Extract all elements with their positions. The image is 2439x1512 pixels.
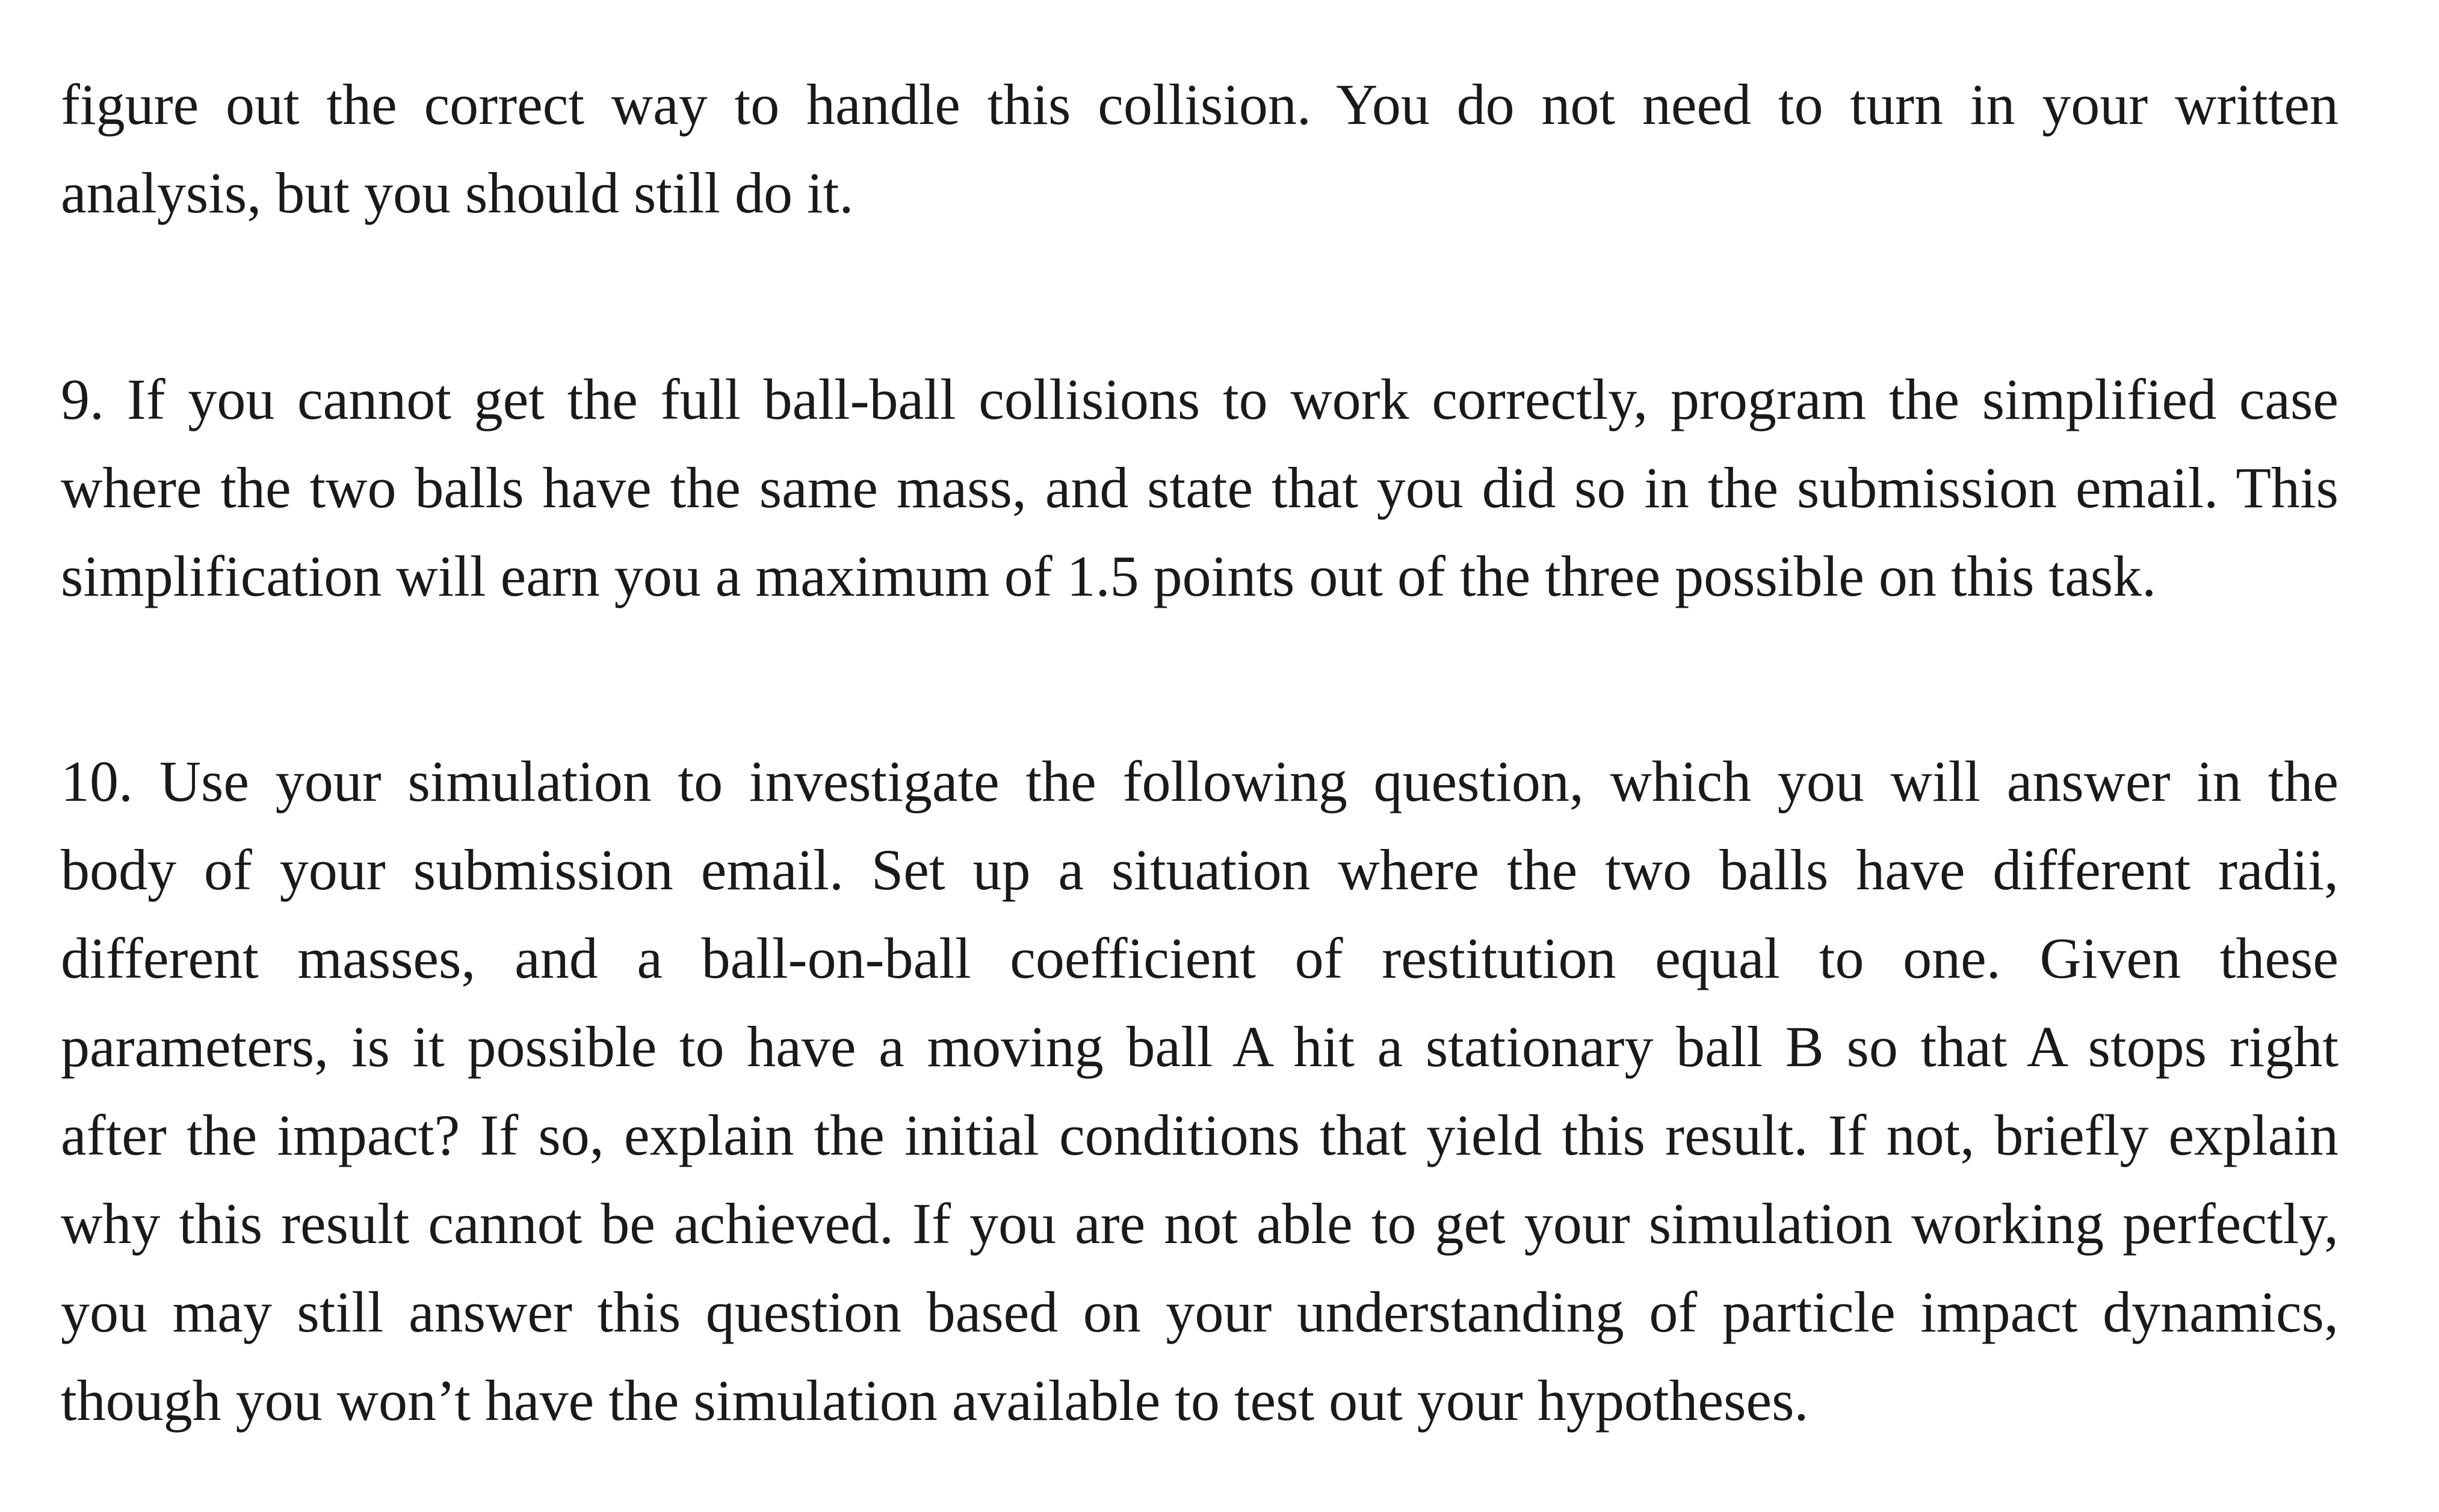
text-line: after the impact? If so, explain the initial conditions that yield this result. If not, briefly explain <box>61 1103 2339 1167</box>
paragraph-item-9 <box>61 355 2339 620</box>
text-line: why this result cannot be achieved. If you are not able to get your simulation working perfectly, <box>61 1191 2339 1256</box>
text-line: analysis, but you should still do it. <box>61 161 854 225</box>
text-line: different masses, and a ball-on-ball coefficient of restitution equal to one. Given these <box>61 926 2339 990</box>
text-line: where the two balls have the same mass, and state that you did so in the submission email. This <box>61 455 2339 520</box>
text-line: figure out the correct way to handle this collision. You do not need to turn in your written <box>61 72 2339 137</box>
paragraph-continuation <box>61 60 2339 237</box>
text-line: simplification will earn you a maximum of 1.5 points out of the three possible on this task. <box>61 544 2157 608</box>
paragraph-item-10 <box>61 737 2339 1445</box>
text-line: parameters, is it possible to have a moving ball A hit a stationary ball B so that A stops right <box>61 1014 2339 1079</box>
text-line: though you won’t have the simulation available to test out your hypotheses. <box>61 1368 1809 1433</box>
text-line: 10. Use your simulation to investigate the following question, which you will answer in the <box>61 749 2339 813</box>
text-line: 9. If you cannot get the full ball-ball collisions to work correctly, program the simplified case <box>61 367 2339 431</box>
text-line: you may still answer this question based on your understanding of particle impact dynamics, <box>61 1280 2339 1344</box>
text-line: body of your submission email. Set up a situation where the two balls have different radii, <box>61 838 2339 902</box>
